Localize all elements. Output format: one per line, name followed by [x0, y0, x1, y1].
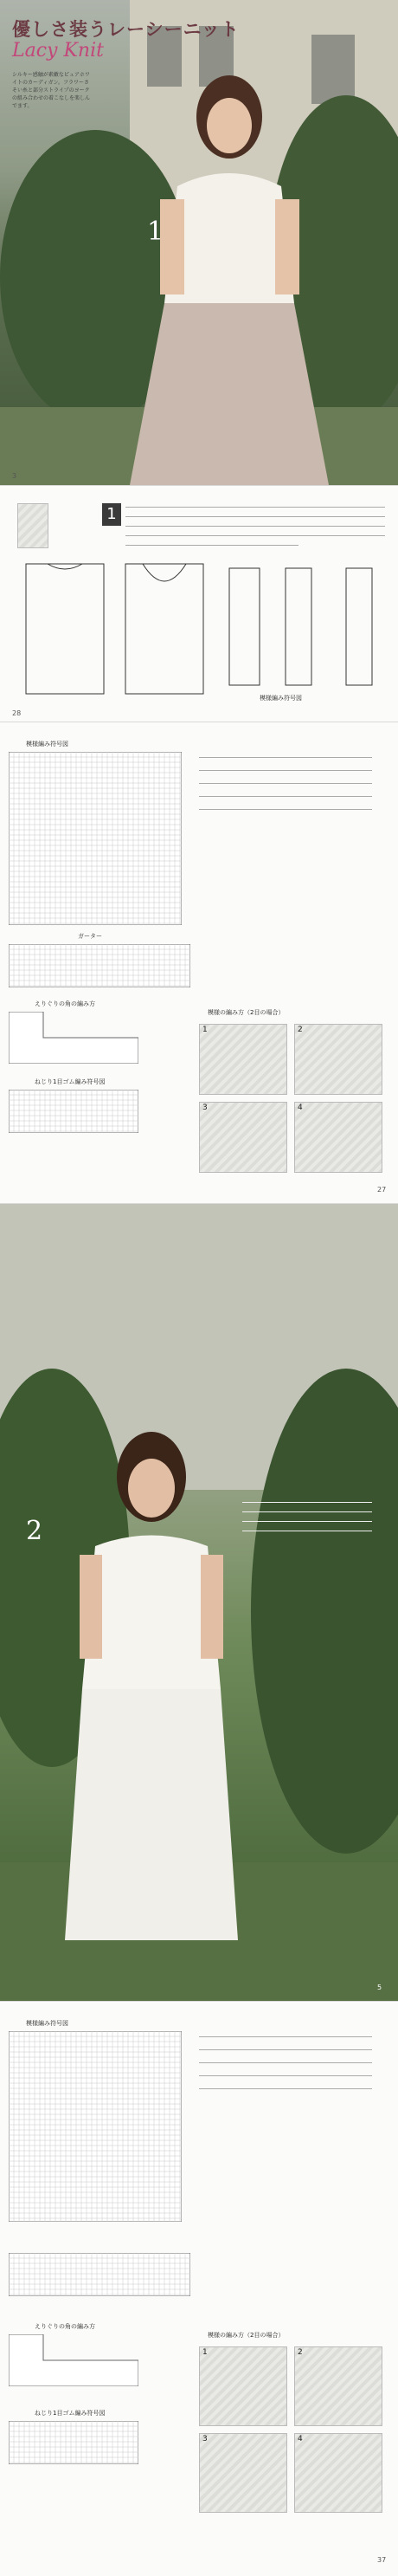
- steps-heading: 模様の編み方（2目の場合）: [208, 1009, 285, 1016]
- page-number: 5: [377, 1984, 382, 1991]
- model-number: 1: [147, 217, 164, 247]
- pattern-number: 1: [102, 503, 121, 526]
- step-photo-4: [294, 1102, 382, 1173]
- ribbing-heading: ねじり1目ゴム編み符号図: [35, 2410, 106, 2417]
- steps-heading: 模様の編み方（2目の場合）: [208, 2332, 285, 2339]
- step-photo-1: [199, 1024, 287, 1095]
- ribbing-chart: [9, 2253, 190, 2296]
- caption-text: [242, 1498, 372, 1540]
- knitting-chart-grid: [9, 752, 182, 925]
- step-label: 3: [202, 2435, 208, 2443]
- step-photo-3: [199, 2433, 287, 2513]
- step-label: 2: [298, 1026, 303, 1034]
- knitting-chart-grid: [9, 2031, 182, 2222]
- step-label: 2: [298, 2348, 303, 2357]
- page-number: 27: [377, 1186, 387, 1194]
- pattern-chart-page-2: [0, 2002, 398, 2576]
- corner-chart: [9, 1012, 138, 1064]
- step-photo-3: [199, 1102, 287, 1173]
- step-label: 4: [298, 1104, 303, 1112]
- instructions-page: [0, 486, 398, 722]
- corner-chart: [9, 2334, 138, 2386]
- step-photo-1: [199, 2346, 287, 2426]
- step-photo-4: [294, 2433, 382, 2513]
- step-photo-2: [294, 1024, 382, 1095]
- schematic-diagrams: [0, 547, 398, 720]
- pattern-chart-page-1: [0, 722, 398, 1204]
- page-number: 3: [12, 472, 17, 480]
- thumbnail-photo: [17, 503, 48, 548]
- corner-heading: えりぐりの角の編み方: [35, 1000, 95, 1007]
- step-photo-2: [294, 2346, 382, 2426]
- legend-text: [199, 752, 372, 822]
- model-number: 2: [26, 1516, 43, 1546]
- ribbing-chart: [9, 944, 190, 987]
- page-subtitle: Lacy Knit: [12, 40, 104, 61]
- garden-photo-2: [0, 1204, 398, 2001]
- legend-text: [199, 2031, 372, 2101]
- ribbing-label: ガーター: [78, 933, 102, 940]
- ribbing-heading: ねじり1目ゴム編み符号図: [35, 1078, 106, 1085]
- page-number: 28: [12, 709, 22, 717]
- photo-page-2: [0, 1204, 398, 2002]
- page-title: 優しさ装うレーシーニット: [12, 19, 240, 40]
- corner-heading: えりぐりの角の編み方: [35, 2323, 95, 2330]
- twisted-rib-chart: [9, 1090, 138, 1133]
- step-label: 4: [298, 2435, 303, 2443]
- intro-text: シルキー感触が素敵なピュアホワイトのカーディガン。フラワーさそい糸と部分ストライプのヨークの組み合わせの着こなしを楽しんでます。: [12, 72, 91, 109]
- pattern-chart-heading: 模様編み符号図: [260, 695, 302, 702]
- photo-page-1: [0, 0, 398, 486]
- step-label: 3: [202, 1104, 208, 1112]
- chart-heading: 模様編み符号図: [26, 741, 68, 748]
- chart-heading: 模様編み符号図: [26, 2020, 68, 2027]
- step-label: 1: [202, 1026, 208, 1034]
- twisted-rib-chart: [9, 2421, 138, 2464]
- page-number: 37: [377, 2556, 387, 2564]
- step-label: 1: [202, 2348, 208, 2357]
- instructions-text: [298, 503, 385, 545]
